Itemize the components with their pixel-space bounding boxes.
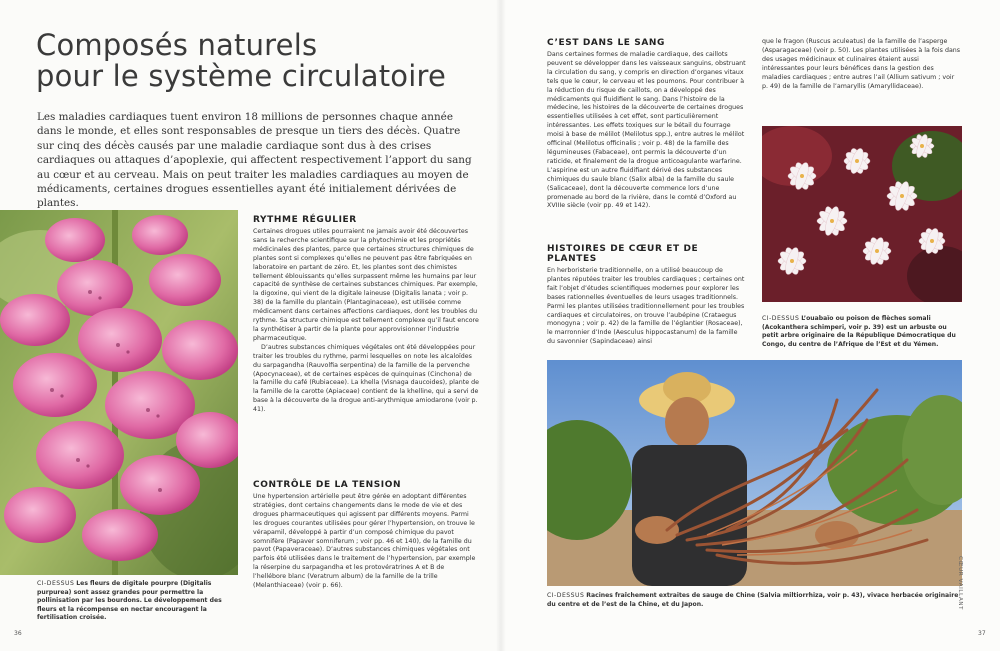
- title-line-2: pour le système circulatoire: [36, 59, 447, 93]
- section-body: [253, 228, 479, 415]
- page-title: [36, 30, 476, 92]
- section-body: [253, 493, 479, 591]
- caption-title: Les fleurs de digitale pourpre (Digitalis purpurea) sont assez grandes pour permettre la pollinisation par les bourdons.: [37, 580, 212, 605]
- section-dans-le-sang: [547, 38, 747, 211]
- intro-paragraph: Les maladies cardiaques tuent environ 18 millions de personnes chaque année dans le monde, et elles sont responsables de presque un tiers des décès. Quatre sur cinq des décès causés par une maladie cardiaque sont dus à des crises cardiaques ou attaques d’apoplexie, qui affectent respectivement l’apport du sang au cœur et au cerveau. Mais on peut traiter les maladies cardiaques au moyen de médicaments, certaines drogues essentielles ayant été initialement dérivées de plantes.: [37, 111, 472, 210]
- acokanthera-photo: [762, 126, 962, 302]
- foxglove-illustration: [0, 210, 238, 575]
- salvia-roots-illustration: [547, 360, 962, 586]
- foxglove-caption: [37, 580, 237, 623]
- salvia-caption: [547, 592, 962, 609]
- section-heading: CONTRÔLE DE LA TENSION: [253, 480, 402, 490]
- caption-text: Le développement des fleurs et la récompense en nectar encouragent la fertilisation croisée.: [37, 597, 222, 622]
- section-heading: RYTHME RÉGULIER: [253, 215, 357, 225]
- page-number-right: 37: [978, 630, 986, 637]
- running-head: CŒUR VAILLANT: [957, 556, 963, 611]
- paragraph: En herboristerie traditionnelle, on a utilisé beaucoup de plantes réputées traiter les troubles cardiaques ; certaines ont fait l’objet d’études scientifiques modernes pour explorer les bases rationnelles éventuelles de leurs usages traditionnels. Parmi les plantes utilisées traditionnellement pour les troubles cardiaques et circulatoires, on trouve l’aubépine (Crataegus monogyna ; voir p. 42) de la famille de l’églantier (Rosaceae), le marronnier d’Inde (Aesculus hippocastanum) de la famille du savonnier (Sapindaceae) ainsi: [547, 267, 745, 346]
- page-number-left: 36: [14, 630, 22, 637]
- paragraph: que le fragon (Ruscus aculeatus) de la famille de l’asperge (Asparagaceae) (voir p. 50). Les plantes utilisées à la fois dans des usages médicinaux et culinaires étaient aussi intéressantes pour leurs bénéfices dans la gestion des maladies cardiaques ; entre autres l’ail (Allium sativum ; voir p. 49) de la famille de l’amaryllis (Amaryllidaceae).: [762, 38, 961, 90]
- section-body: [547, 51, 747, 211]
- section-rythme-regulier: [253, 215, 479, 415]
- paragraph: D’autres substances chimiques végétales ont été développées pour traiter les troubles du rythme, parmi lesquelles on note les alcaloïdes du sarpagandha (Rauvolfia serpentina) de la famille de la pervenche (Apocynaceae), et de certaines espèces de quinquinas (Cinchona) de la famille du café (Rubiaceae). La khella (Visnaga daucoides), plante de la famille de la carotte (Apiaceae) contient de la khelline, qui a servi de base à la découverte de la drogue anti-arythmique amiodarone (voir p. 41).: [253, 343, 479, 414]
- caption-text: Racines fraîchement extraites de sauge de Chine (Salvia miltiorrhiza, voir p. 43), vivace herbacée originaire du centre et de l’est de la Chine, et du Japon.: [547, 592, 959, 608]
- foxglove-photo: [0, 210, 238, 575]
- section-controle-tension: [253, 480, 479, 591]
- caption-tag: CI-DESSUS: [762, 315, 800, 322]
- section-heading: C’EST DANS LE SANG: [547, 38, 666, 48]
- section-histoires-coeur: [547, 244, 747, 347]
- paragraph: Dans certaines formes de maladie cardiaque, des caillots peuvent se développer dans les vaisseaux sanguins, obstruant la circulation du sang, y compris en direction d’organes vitaux tels que le cœur, le cerveau et les poumons. Pour contribuer à la réduction du risque de caillots, on a développé des médicaments qui fluidifient le sang. Dans l’histoire de la médecine, les histoires de la découverte de certaines drogues essentielles utilisées à cet effet, sont particulièrement intéressantes. Les effets toxiques sur le bétail du fourrage moisi à base de mélilot (Melilotus spp.), entre autres le mélilot officinal (Melilotus officinalis ; voir p. 48) de la famille des légumineuses (Fabaceae), ont permis la découverte d’un raticide, et finalement de la drogue anticoagulante warfarine. L’aspirine est un autre fluidifiant dérivé des substances chimiques du saule blanc (Salix alba) de la famille du saule (Salicaceae), dont la découverte commence lors d’une promenade au bord de la rivière, dans le comté d’Oxford au XVIIIe siècle (voir pp. 49 et 142).: [547, 51, 746, 210]
- section-continuation: [762, 38, 962, 91]
- caption-text: L’ouabaïo ou poison de flèches somali (Acokanthera schimperi, voir p. 39) est un arbuste ou petit arbre originaire de la République Démocratique du Congo, du centre de l’Afrique de l’Est et du Yémen.: [762, 315, 956, 348]
- section-body: [547, 267, 747, 347]
- paragraph: Une hypertension artérielle peut être gérée en adoptant différentes stratégies, dont certains changements dans le mode de vie et des drogues pharmaceutiques qui agissent par différents moyens. Parmi les drogues courantes utilisées pour gérer l’hypertension, on trouve le vérapamil, développé à partir d’un composé chimique du pavot somnifère (Papaver somniferum ; voir pp. 46 et 140), de la famille du pavot (Papaveraceae). D’autres substances chimiques végétales ont parfois été utilisées dans le traitement de l’hypertension, par exemple la réserpine du sarpagandha et les protovératrines A et B de l’hellébore blanc (Veratrum album) de la famille de la trille (Melanthiaceae) (voir p. 66).: [253, 493, 476, 590]
- salvia-roots-photo: [547, 360, 962, 586]
- caption-tag: CI-DESSUS: [547, 592, 585, 599]
- section-heading: HISTOIRES DE CŒUR ET DE PLANTES: [547, 244, 699, 264]
- book-gutter: [496, 0, 506, 651]
- caption-tag: CI-DESSUS: [37, 580, 75, 587]
- title-line-1: Composés naturels: [36, 28, 318, 62]
- acokanthera-illustration: [762, 126, 962, 302]
- paragraph: Certaines drogues utiles pourraient ne jamais avoir été découvertes sans la recherche scientifique sur la phytochimie et les propriétés médicinales des plantes, parce que certaines structures chimiques de plantes sont si complexes qu’elles ne peuvent pas être fabriquées en laboratoire en partant de zéro. Et, les plantes sont des chimistes tellement éblouissants qu’elles surpassent même les humains par leur capacité de synthèse de certaines substances chimiques. Par exemple, la digoxine, qui vient de la digitale laineuse (Digitalis lanata ; voir p. 38) de la famille du plantain (Plantaginaceae), est utilisée comme médicament dans certaines affections cardiaques, dont les troubles du rythme. Sa structure chimique est tellement complexe qu’il faut encore la synthétiser à partir de la plante pour approvisionner l’industrie pharmaceutique.: [253, 228, 479, 342]
- acokanthera-caption: [762, 315, 962, 349]
